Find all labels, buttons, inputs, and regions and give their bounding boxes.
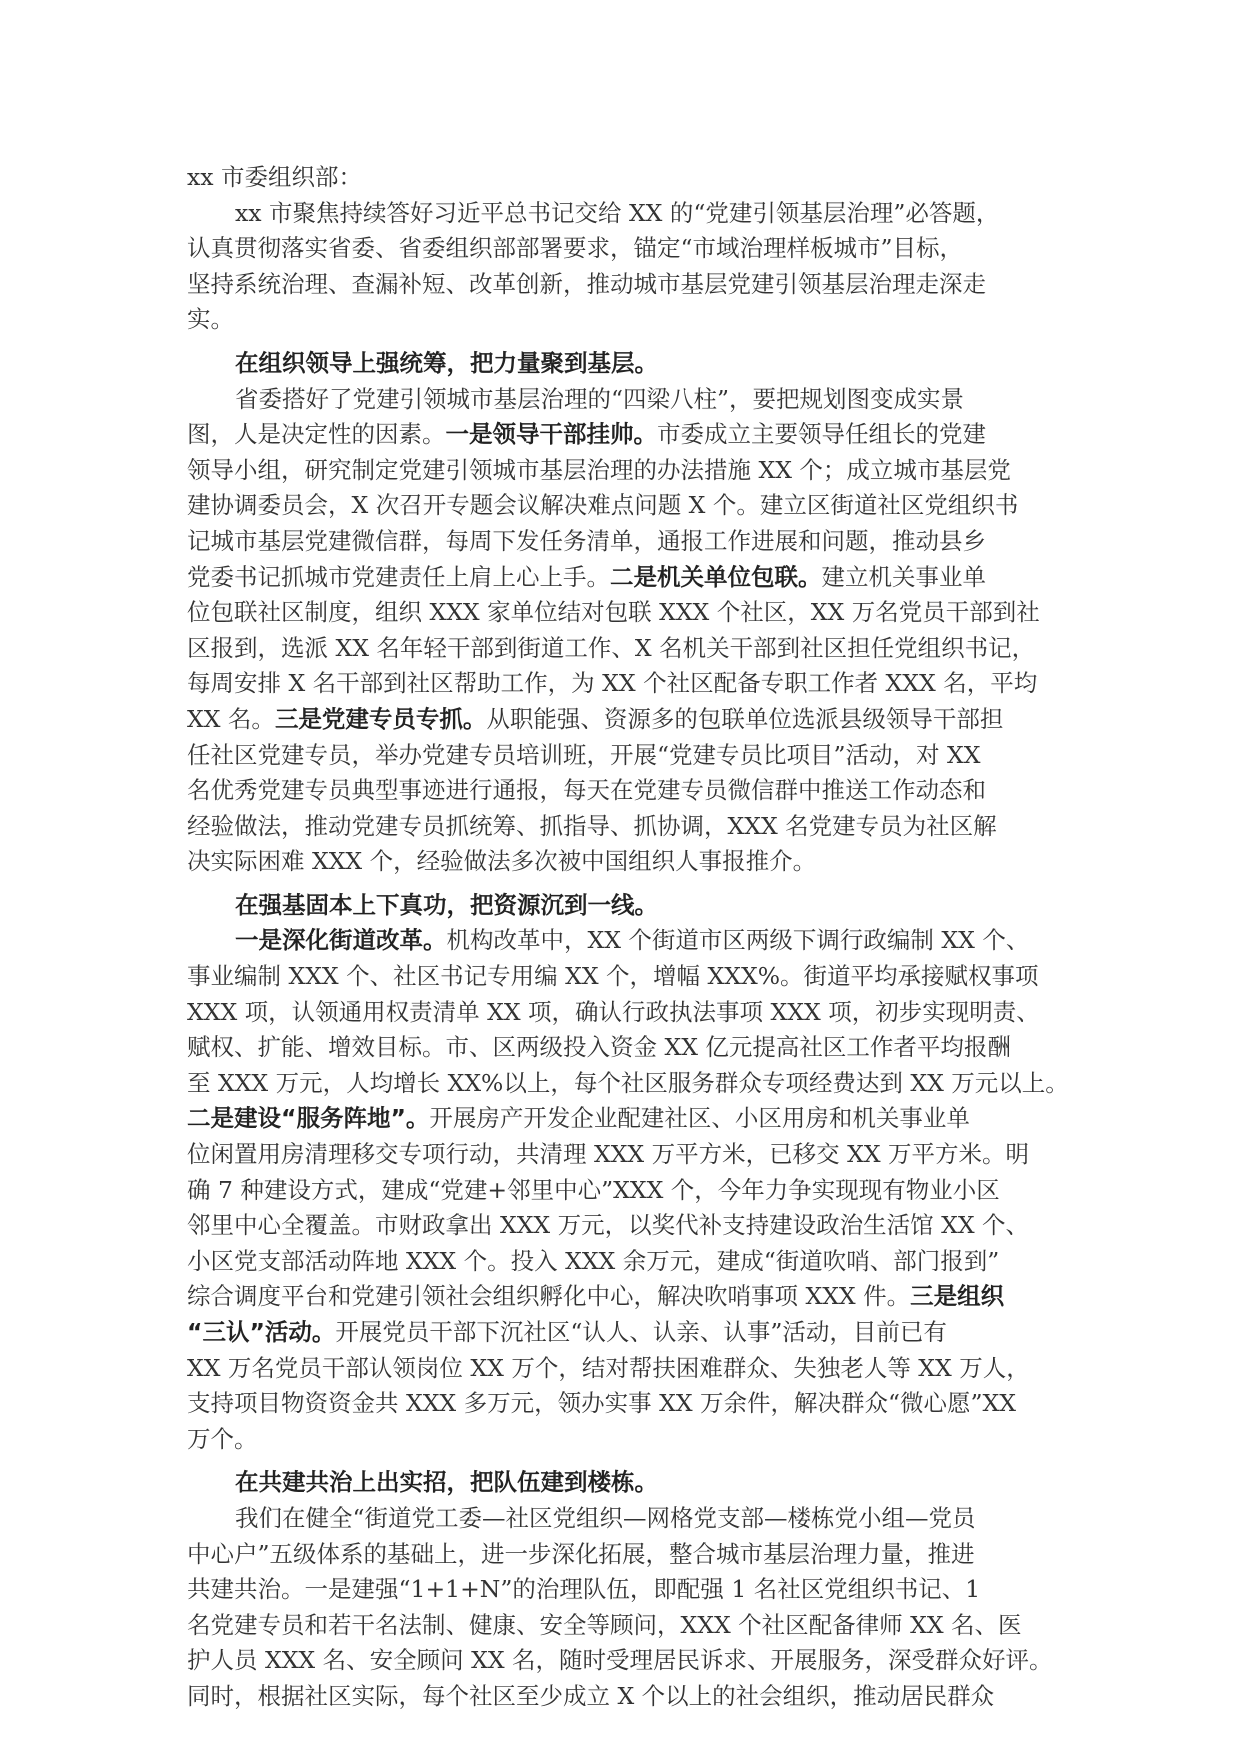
line-text: 开展房产开发企业配建社区、小区用房和机关事业单 — [429, 1104, 970, 1133]
line-text: 位包联社区制度，组织 XXX 家单位结对包联 XXX 个社区，XX 万名党员干部到社 — [187, 598, 1040, 627]
line-text: 任社区党建专员，举办党建专员培训班，开展“党建专员比项目”活动，对 XX — [187, 740, 981, 769]
paragraph-line — [187, 995, 1057, 1031]
line-text: 机构改革中，XX 个街道市区两级下调行政编制 XX 个、 — [446, 926, 1030, 955]
paragraph-line — [187, 1351, 1057, 1387]
line-text: 赋权、扩能、增效目标。市、区两级投入资金 XX 亿元提高社区工作者平均报酬 — [187, 1033, 1011, 1062]
paragraph-line — [187, 417, 1057, 453]
line-text: 同时，根据社区实际，每个社区至少成立 X 个以上的社会组织，推动居民群众 — [187, 1681, 995, 1710]
line-text: 领导小组，研究制定党建引领城市基层治理的办法措施 XX 个；成立城市基层党 — [187, 455, 1011, 484]
line-text: 名党建专员和若干名法制、健康、安全等顾问，XXX 个社区配备律师 XX 名、医 — [187, 1610, 1022, 1639]
bold-lead-phrase: 三是组织 — [910, 1282, 1005, 1311]
document-page — [187, 160, 1069, 1715]
paragraph-line — [187, 1386, 1057, 1422]
section-body — [187, 923, 1069, 1457]
intro-line: 坚持系统治理、查漏补短、改革创新，推动城市基层党建引领基层治理走深走 — [187, 269, 986, 298]
line-text: 从职能强、资源多的包联单位选派县级领导干部担 — [486, 704, 1004, 733]
line-text: 区报到，选派 XX 名年轻干部到街道工作、X 名机关干部到社区担任党组织书记， — [187, 633, 1036, 662]
paragraph-line — [187, 1572, 1057, 1608]
bold-lead-phrase: 一是深化街道改革。 — [235, 926, 447, 955]
line-text: 决实际困难 XXX 个，经验做法多次被中国组织人事报推介。 — [187, 847, 817, 876]
paragraph-line — [187, 959, 1057, 995]
bold-lead-phrase: “三认”活动。 — [187, 1318, 336, 1346]
line-text: 至 XXX 万元，人均增长 XX%以上，每个社区服务群众专项经费达到 XX 万元以上。 — [187, 1068, 1069, 1097]
paragraph-line — [187, 1137, 1057, 1173]
paragraph-line — [187, 1173, 1057, 1209]
line-text: XXX 项，认领通用权责清单 XX 项，确认行政执法事项 XXX 项，初步实现明责、 — [187, 997, 1040, 1026]
line-text: 万个。 — [187, 1424, 258, 1453]
line-text: 开展党员干部下沉社区“认人、认亲、认事”活动，目前已有 — [335, 1318, 947, 1346]
paragraph-line — [187, 1030, 1057, 1066]
line-text: 记城市基层党建微信群，每周下发任务清单，通报工作进展和问题，推动县乡 — [187, 526, 986, 555]
paragraph-line — [187, 488, 1057, 524]
bold-lead-phrase: 二是机关单位包联。 — [610, 562, 822, 591]
salutation: xx 市委组织部： — [187, 163, 362, 191]
line-text: 图，人是决定性的因素。 — [187, 420, 446, 449]
intro-line: 认真贯彻落实省委、省委组织部部署要求，锚定“市域治理样板城市”目标， — [187, 234, 964, 263]
line-text: 支持项目物资资金共 XXX 多万元，领办实事 XX 万余件，解决群众“微心愿”XX — [187, 1389, 1017, 1418]
line-text: XX 名。 — [187, 704, 275, 733]
line-text: 护人员 XXX 名、安全顾问 XX 名，随时受理居民诉求、开展服务，深受群众好评。 — [187, 1646, 1053, 1675]
section-heading: 在强基固本上下真功，把资源沉到一线。 — [235, 890, 658, 919]
paragraph-line — [187, 1643, 1057, 1679]
paragraph-line — [187, 1315, 1057, 1351]
line-text: 建协调委员会，X 次召开专题会议解决难点问题 X 个。建立区街道社区党组织书 — [187, 491, 1019, 520]
section-heading: 在组织领导上强统筹，把力量聚到基层。 — [235, 348, 658, 377]
paragraph-line — [187, 524, 1057, 560]
line-text: 综合调度平台和党建引领社会组织孵化中心，解决吹哨事项 XXX 件。 — [187, 1282, 911, 1311]
paragraph-line — [187, 738, 1057, 774]
section-heading: 在共建共治上出实招，把队伍建到楼栋。 — [235, 1468, 658, 1497]
bold-lead-phrase: 三是党建专员专抓。 — [274, 704, 487, 733]
section-body — [187, 382, 1057, 880]
paragraph-line — [187, 1537, 1057, 1573]
paragraph-line — [187, 1101, 1057, 1137]
paragraph-line — [187, 1279, 1057, 1315]
paragraph-line — [187, 1608, 1057, 1644]
line-text: 经验做法，推动党建专员抓统筹、抓指导、抓协调，XXX 名党建专员为社区解 — [187, 811, 997, 840]
line-text: 名优秀党建专员典型事迹进行通报，每天在党建专员微信群中推送工作动态和 — [187, 776, 986, 805]
bold-lead-phrase: 二是建设“服务阵地”。 — [187, 1104, 430, 1133]
paragraph-line — [187, 595, 1057, 631]
paragraph-line — [187, 453, 1057, 489]
paragraph-line — [187, 702, 1057, 738]
paragraph-line — [187, 923, 1057, 959]
section-body — [187, 1501, 1057, 1715]
paragraph-line — [187, 844, 1057, 880]
paragraph-line — [187, 631, 1057, 667]
paragraph-line — [187, 1679, 1057, 1715]
paragraph-line — [187, 773, 1057, 809]
intro-line: 实。 — [187, 305, 234, 334]
line-text: 党委书记抓城市党建责任上肩上心上手。 — [187, 562, 610, 591]
line-text: 邻里中心全覆盖。市财政拿出 XXX 万元，以奖代补支持建设政治生活馆 XX 个、 — [187, 1211, 1030, 1240]
paragraph-line — [187, 1244, 1057, 1280]
line-text: 每周安排 X 名干部到社区帮助工作，为 XX 个社区配备专职工作者 XXX 名，平均 — [187, 669, 1038, 698]
line-text: 事业编制 XXX 个、社区书记专用编 XX 个，增幅 XXX%。街道平均承接赋权事项 — [187, 962, 1039, 991]
paragraph-line — [187, 382, 1057, 418]
line-text: 省委搭好了党建引领城市基层治理的“四梁八柱”，要把规划图变成实景 — [235, 384, 965, 413]
line-text: 小区党支部活动阵地 XXX 个。投入 XXX 余万元，建成“街道吹哨、部门报到” — [187, 1246, 1000, 1275]
line-text: 位闲置用房清理移交专项行动，共清理 XXX 万平方米，已移交 XX 万平方米。明 — [187, 1140, 1030, 1169]
line-text: 市委成立主要领导任组长的党建 — [657, 420, 986, 449]
paragraph-line — [187, 560, 1057, 596]
line-text: 建立机关事业单 — [821, 562, 986, 591]
paragraph-line — [187, 1501, 1057, 1537]
line-text: 我们在健全“街道党工委—社区党组织—网格党支部—楼栋党小组—党员 — [235, 1503, 976, 1532]
line-text: 确 7 种建设方式，建成“党建+邻里中心”XXX 个，今年力争实现现有物业小区 — [187, 1175, 1000, 1204]
line-text: 共建共治。一是建强“1+1+N”的治理队伍，即配强 1 名社区党组织书记、1 — [187, 1575, 981, 1604]
line-text: 中心户”五级体系的基础上，进一步深化拓展，整合城市基层治理力量，推进 — [187, 1539, 975, 1568]
paragraph-line — [187, 1208, 1057, 1244]
paragraph-line — [187, 666, 1057, 702]
paragraph-line — [187, 1066, 1069, 1102]
line-text: XX 万名党员干部认领岗位 XX 万个，结对帮扶困难群众、失独老人等 XX 万人， — [187, 1353, 1030, 1382]
bold-lead-phrase: 一是领导干部挂帅。 — [445, 420, 657, 449]
paragraph-line — [187, 809, 1057, 845]
paragraph-line — [187, 1422, 1057, 1458]
intro-line: xx 市聚焦持续答好习近平总书记交给 XX 的“党建引领基层治理”必答题， — [235, 198, 1000, 227]
